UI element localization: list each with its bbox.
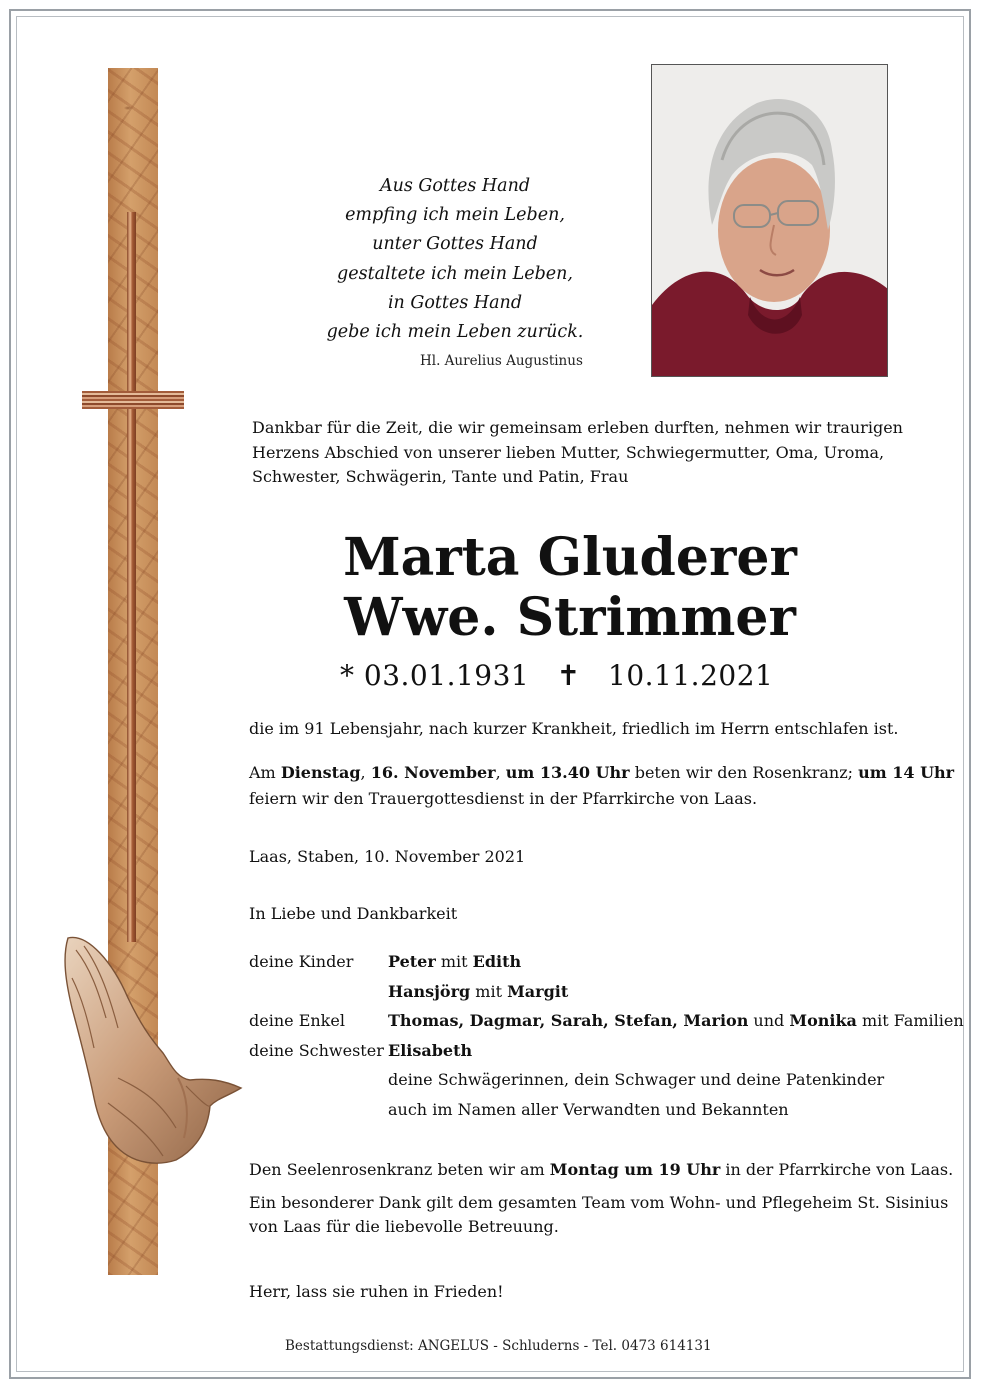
birth-date: 03.01.1931 bbox=[363, 659, 530, 692]
family-label: deine Kinder bbox=[249, 952, 354, 971]
family-label: deine Enkel bbox=[249, 1011, 345, 1030]
service-text-line2: feiern wir den Trauergottesdienst in der Pfarrkirche von Laas. bbox=[249, 789, 758, 808]
service-text-line1: Am Dienstag, 16. November, um 13.40 Uhr beten wir den Rosenkranz; um 14 Uhr bbox=[249, 763, 955, 782]
portrait-icon bbox=[652, 65, 888, 377]
family-value: Hansjörg mit Margit bbox=[388, 981, 569, 1001]
funeral-service-footer: Bestattungsdienst: ANGELUS - Schluderns - Tel. 0473 614131 bbox=[285, 1338, 712, 1354]
quote-line: in Gottes Hand bbox=[387, 292, 523, 313]
deceased-name: Marta Gluderer bbox=[343, 527, 797, 588]
quote bbox=[270, 172, 640, 347]
cross-bar bbox=[82, 391, 184, 409]
life-dates bbox=[340, 656, 773, 696]
family-value: deine Schwägerinnen, dein Schwager und deine Patenkinder bbox=[388, 1070, 885, 1089]
quote-line: Aus Gottes Hand bbox=[379, 176, 531, 196]
family-value: Thomas, Dagmar, Sarah, Stefan, Marion und Monika mit Familien bbox=[388, 1011, 964, 1030]
farewell-text: Herr, lass sie ruhen in Frieden! bbox=[249, 1282, 504, 1301]
family-value: Elisabeth bbox=[388, 1040, 473, 1060]
death-date: 10.11.2021 bbox=[608, 659, 774, 692]
family-value: Peter mit Edith bbox=[388, 952, 522, 971]
praying-hands-icon bbox=[58, 928, 246, 1168]
quote-line: gestaltete ich mein Leben, bbox=[337, 263, 573, 284]
quote-line: gebe ich mein Leben zurück. bbox=[326, 322, 584, 343]
quote-line: unter Gottes Hand bbox=[372, 234, 538, 255]
death-cross-icon: ✝ bbox=[556, 659, 581, 692]
quote-source: Hl. Aurelius Augustinus bbox=[420, 353, 583, 369]
place-date: Laas, Staben, 10. November 2021 bbox=[249, 847, 526, 866]
deceased-married-name: Wwe. Strimmer bbox=[344, 587, 796, 648]
thanks-line2: von Laas für die liebevolle Betreuung. bbox=[249, 1217, 559, 1236]
passing-text: die im 91 Lebensjahr, nach kurzer Krankheit, friedlich im Herrn entschlafen ist. bbox=[249, 719, 899, 738]
rosary-text: Den Seelenrosenkranz beten wir am Montag um 19 Uhr in der Pfarrkirche von Laas. bbox=[249, 1160, 954, 1179]
thanks-line1: Ein besonderer Dank gilt dem gesamten Team vom Wohn- und Pflegeheim St. Sisinius bbox=[249, 1193, 949, 1212]
family-label: deine Schwester bbox=[249, 1040, 384, 1060]
closing-text: In Liebe und Dankbarkeit bbox=[249, 904, 458, 923]
birth-star-icon: * bbox=[340, 659, 355, 692]
portrait-photo bbox=[651, 64, 888, 377]
intro-text: Dankbar für die Zeit, die wir gemeinsam erleben durften, nehmen wir traurigen Herzens Abschied von unserer lieben Mutter, Schwiegermutter, Oma, Uroma, Schwester, Schwägerin, Tante und Patin, Frau bbox=[252, 418, 903, 486]
quote-line: empfing ich mein Leben, bbox=[345, 205, 565, 226]
family-value: auch im Namen aller Verwandten und Bekannten bbox=[388, 1099, 789, 1119]
